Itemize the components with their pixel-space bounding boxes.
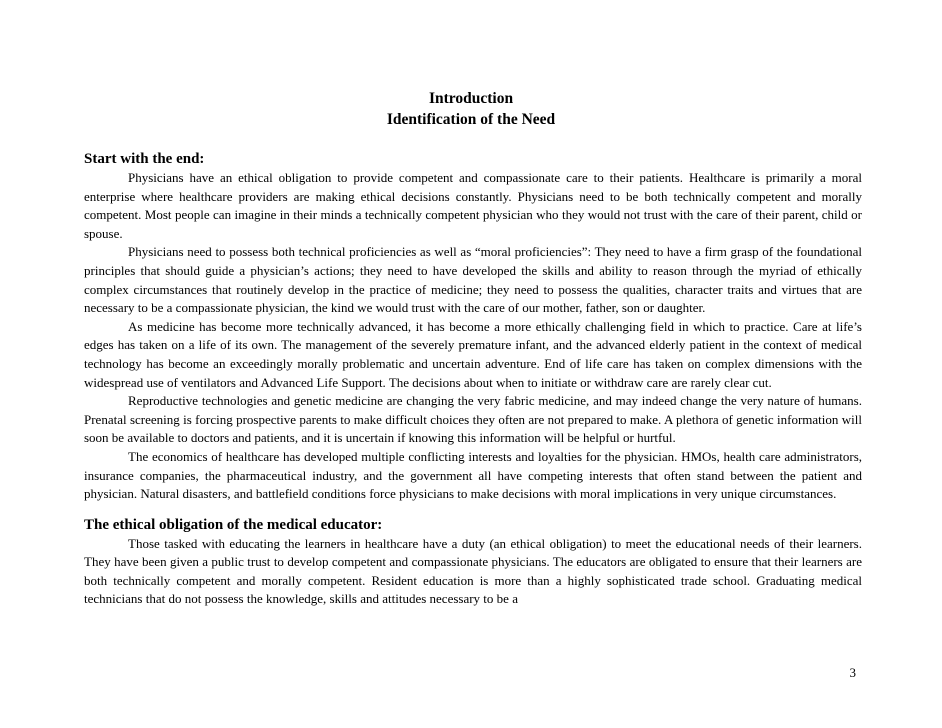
section-spacer (84, 504, 862, 516)
title-block (0, 88, 942, 130)
paragraph: As medicine has become more technically advanced, it has become a more ethically challenging field in which to practice. Care at life’s edges has taken on a life of its own. The management of the severely premature infant, and the advanced elderly patient in the context of medical technology has become an exceedingly morally problematic and uncertain adventure. End of life care has taken on complex dimensions with the widespread use of ventilators and Advanced Life Support. The decisions about when to initiate or withdraw care are rarely clear cut. (84, 318, 862, 390)
section-heading: The ethical obligation of the medical educator: (84, 516, 383, 533)
section-heading: Start with the end: (84, 151, 205, 167)
document-body (84, 150, 862, 609)
paragraph: Those tasked with educating the learners in healthcare have a duty (an ethical obligation) to meet the educational needs of their learners. They have been given a public trust to develop competent and compassionate physicians. The educators are obligated to ensure that their learners are both technically competent and morally competent. Resident education is more than a highly sophisticated trade school. Graduating medical technicians that do not possess the knowledge, skills and attitudes necessary to be a (84, 535, 862, 607)
paragraph: The economics of healthcare has developed multiple conflicting interests and loyalties for the physician. HMOs, health care administrators, insurance companies, the pharmaceutical industry, and the government all have competing interests that often stand between the patient and physician. Natural disasters, and battlefield conditions force physicians to make decisions with moral implications in very unique circumstances. (84, 448, 862, 502)
page-title: Introduction (428, 90, 514, 107)
paragraph: Reproductive technologies and genetic medicine are changing the very fabric medicine, and may indeed change the very nature of humans. Prenatal screening is forcing prospective parents to make difficult choices they often are not prepared to make. A plethora of genetic information will soon be available to doctors and patients, and it is uncertain if knowing this information will be helpful or hurtful. (84, 393, 862, 446)
page-subtitle: Identification of the Need (386, 111, 556, 128)
paragraph: Physicians have an ethical obligation to provide competent and compassionate care to their patients. Healthcare is primarily a moral enterprise where healthcare providers are making ethical decisions constantly. Physicians need to be both technically competent and morally competent. Most people can imagine in their minds a technically competent physician who they would not trust with the care of their parent, child or spouse. (84, 170, 862, 241)
paragraph: Physicians need to possess both technical proficiencies as well as “moral proficiencies”: They need to have a firm grasp of the foundational principles that should guide a physician’s actions; they need to have developed the skills and ability to reason through the myriad of ethically complex circumstances that routinely develop in the practice of medicine; they need to possess the qualities, character traits and virtues that are necessary to be a compassionate physician, the kind we would trust with the care of our mother, father, son or daughter. (84, 244, 862, 316)
page-number: 3 (849, 665, 856, 680)
